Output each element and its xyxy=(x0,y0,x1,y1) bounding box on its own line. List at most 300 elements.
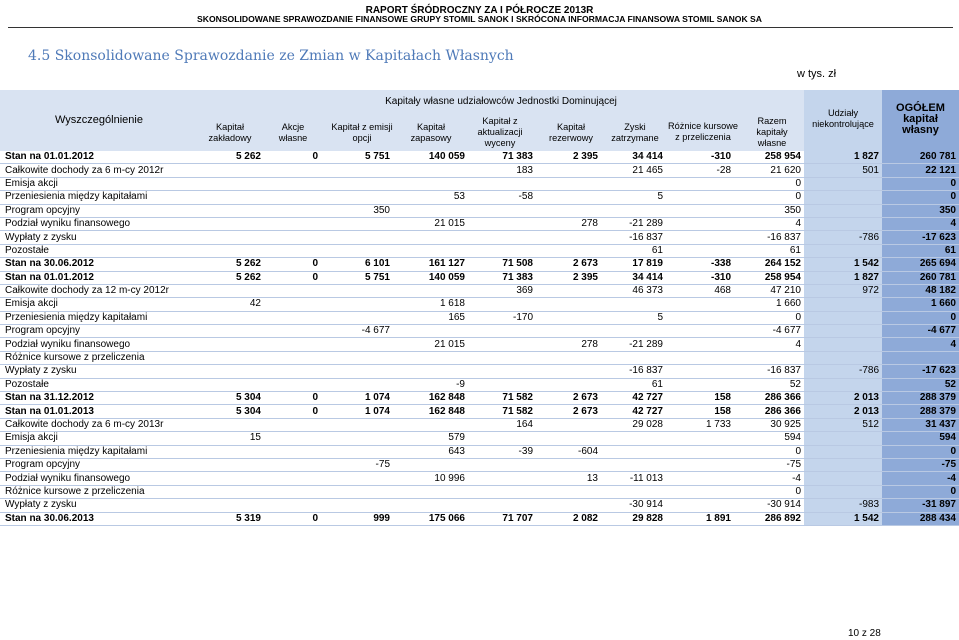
table-cell: 2 082 xyxy=(536,512,601,525)
table-cell: 34 414 xyxy=(601,271,666,284)
row-label: Różnice kursowe z przeliczenia xyxy=(0,351,198,364)
table-cell: 1 660 xyxy=(734,298,804,311)
table-cell xyxy=(804,177,882,190)
table-row xyxy=(0,485,959,498)
table-cell xyxy=(393,418,468,431)
table-cell: -11 013 xyxy=(601,472,666,485)
row-label: Przeniesienia między kapitałami xyxy=(0,445,198,458)
table-row xyxy=(0,392,959,405)
table-cell: 2 673 xyxy=(536,405,601,418)
table-cell xyxy=(536,231,601,244)
table-row xyxy=(0,472,959,485)
table-cell: 61 xyxy=(601,244,666,257)
table-cell xyxy=(264,217,321,230)
table-cell xyxy=(264,325,321,338)
table-cell: 15 xyxy=(198,432,264,445)
table-row xyxy=(0,284,959,297)
row-label: Stan na 01.01.2013 xyxy=(0,405,198,418)
table-cell xyxy=(468,485,536,498)
table-cell: 1 542 xyxy=(804,258,882,271)
table-cell: 501 xyxy=(804,164,882,177)
table-cell: 158 xyxy=(666,392,734,405)
table-cell xyxy=(804,298,882,311)
col-header-share-capital: Kapitał zakładowy xyxy=(208,122,252,143)
table-cell: 158 xyxy=(666,405,734,418)
table-cell xyxy=(198,472,264,485)
table-cell xyxy=(321,298,393,311)
table-cell xyxy=(198,418,264,431)
table-row xyxy=(0,298,959,311)
table-cell: -75 xyxy=(321,458,393,471)
col-header-label: Wyszczególnienie xyxy=(55,113,143,126)
table-cell xyxy=(666,191,734,204)
table-cell xyxy=(536,298,601,311)
row-label: Pozostałe xyxy=(0,378,198,391)
table-cell: 71 582 xyxy=(468,405,536,418)
table-cell: 0 xyxy=(734,177,804,190)
table-cell xyxy=(601,298,666,311)
table-cell xyxy=(601,177,666,190)
table-cell xyxy=(601,204,666,217)
row-label: Program opcyjny xyxy=(0,458,198,471)
table-cell xyxy=(666,365,734,378)
table-cell xyxy=(536,365,601,378)
table-cell: -39 xyxy=(468,445,536,458)
table-cell: 42 727 xyxy=(601,405,666,418)
row-label: Stan na 01.01.2012 xyxy=(0,151,198,164)
table-cell: 468 xyxy=(666,284,734,297)
table-cell: 278 xyxy=(536,338,601,351)
table-cell xyxy=(804,204,882,217)
table-cell: 21 620 xyxy=(734,164,804,177)
table-cell: -58 xyxy=(468,191,536,204)
table-row xyxy=(0,271,959,284)
table-cell xyxy=(393,164,468,177)
table-cell xyxy=(321,217,393,230)
table-cell xyxy=(536,244,601,257)
table-cell: -983 xyxy=(804,499,882,512)
table-cell xyxy=(882,351,959,364)
table-cell xyxy=(666,325,734,338)
table-cell xyxy=(666,231,734,244)
table-cell xyxy=(264,378,321,391)
table-cell xyxy=(666,458,734,471)
row-label: Całkowite dochody za 6 m-cy 2013r xyxy=(0,418,198,431)
col-header-fx-differences: Różnice kursowe z przeliczenia xyxy=(668,121,738,142)
table-cell: 0 xyxy=(264,405,321,418)
table-cell xyxy=(536,325,601,338)
table-cell: 5 262 xyxy=(198,258,264,271)
table-cell xyxy=(536,458,601,471)
table-cell: 5 262 xyxy=(198,151,264,164)
table-cell: 53 xyxy=(393,191,468,204)
table-cell: -16 837 xyxy=(601,231,666,244)
table-cell xyxy=(264,499,321,512)
table-cell xyxy=(601,445,666,458)
table-cell: 47 210 xyxy=(734,284,804,297)
row-label: Całkowite dochody za 6 m-cy 2012r xyxy=(0,164,198,177)
table-row xyxy=(0,405,959,418)
table-cell: 140 059 xyxy=(393,271,468,284)
table-cell: -4 xyxy=(882,472,959,485)
table-cell xyxy=(198,231,264,244)
table-cell: 10 996 xyxy=(393,472,468,485)
table-cell xyxy=(198,177,264,190)
row-label: Pozostałe xyxy=(0,244,198,257)
table-cell xyxy=(804,217,882,230)
table-row xyxy=(0,164,959,177)
report-title: RAPORT ŚRÓDROCZNY ZA I PÓŁROCZE 2013R xyxy=(365,5,594,16)
table-cell xyxy=(468,244,536,257)
col-header-options-capital: Kapitał z emisji opcji xyxy=(331,122,393,143)
table-cell: -170 xyxy=(468,311,536,324)
col-header-treasury-shares: Akcje własne xyxy=(278,122,308,143)
table-cell xyxy=(468,365,536,378)
table-cell xyxy=(264,298,321,311)
table-cell xyxy=(321,365,393,378)
table-cell: 61 xyxy=(882,244,959,257)
table-cell: 350 xyxy=(321,204,393,217)
table-cell xyxy=(264,191,321,204)
table-cell: 5 751 xyxy=(321,271,393,284)
table-cell: 6 101 xyxy=(321,258,393,271)
row-label: Różnice kursowe z przeliczenia xyxy=(0,485,198,498)
table-row xyxy=(0,351,959,364)
table-row xyxy=(0,365,959,378)
table-cell: 594 xyxy=(734,432,804,445)
table-cell: 1 827 xyxy=(804,151,882,164)
table-cell: 52 xyxy=(882,378,959,391)
table-cell xyxy=(264,485,321,498)
table-cell xyxy=(468,298,536,311)
table-cell: 162 848 xyxy=(393,405,468,418)
table-cell: 71 707 xyxy=(468,512,536,525)
section-title: 4.5 Skonsolidowane Sprawozdanie ze Zmian w Kapitałach Własnych xyxy=(28,48,514,64)
table-cell: 48 182 xyxy=(882,284,959,297)
table-cell: 5 304 xyxy=(198,392,264,405)
table-cell: -4 677 xyxy=(321,325,393,338)
table-cell xyxy=(666,298,734,311)
table-cell xyxy=(666,217,734,230)
row-label: Emisja akcji xyxy=(0,432,198,445)
table-cell xyxy=(198,338,264,351)
row-label: Całkowite dochody za 12 m-cy 2012r xyxy=(0,284,198,297)
table-cell: 5 304 xyxy=(198,405,264,418)
table-cell xyxy=(264,164,321,177)
table-cell: 260 781 xyxy=(882,271,959,284)
table-cell xyxy=(321,244,393,257)
table-cell xyxy=(264,244,321,257)
table-cell: 0 xyxy=(882,191,959,204)
table-cell: 0 xyxy=(264,258,321,271)
table-cell: 42 xyxy=(198,298,264,311)
table-cell xyxy=(804,445,882,458)
table-cell xyxy=(393,485,468,498)
table-cell: 0 xyxy=(734,485,804,498)
col-header-grand-total: OGÓŁEM kapitał własny xyxy=(896,101,945,136)
table-cell xyxy=(198,217,264,230)
table-cell xyxy=(666,177,734,190)
table-cell: -16 837 xyxy=(734,231,804,244)
table-row xyxy=(0,258,959,271)
page-number: 10 z 28 xyxy=(848,628,881,639)
table-cell xyxy=(468,177,536,190)
table-cell: 594 xyxy=(882,432,959,445)
table-cell: 643 xyxy=(393,445,468,458)
col-header-group: Kapitały własne udziałowców Jednostki Dominującej xyxy=(385,95,617,107)
table-cell xyxy=(198,164,264,177)
table-cell xyxy=(536,204,601,217)
table-cell: 286 366 xyxy=(734,405,804,418)
table-cell: 165 xyxy=(393,311,468,324)
table-cell: 71 508 xyxy=(468,258,536,271)
table-cell: 1 660 xyxy=(882,298,959,311)
table-cell xyxy=(198,284,264,297)
table-row xyxy=(0,191,959,204)
table-cell: 0 xyxy=(734,445,804,458)
table-cell xyxy=(198,378,264,391)
table-cell xyxy=(393,365,468,378)
table-cell: 350 xyxy=(882,204,959,217)
table-cell: 46 373 xyxy=(601,284,666,297)
table-cell: 4 xyxy=(882,217,959,230)
table-cell: 2 395 xyxy=(536,271,601,284)
table-cell xyxy=(536,164,601,177)
table-cell: 0 xyxy=(264,271,321,284)
table-cell: 5 262 xyxy=(198,271,264,284)
table-cell xyxy=(198,325,264,338)
table-cell xyxy=(601,485,666,498)
table-cell xyxy=(321,231,393,244)
row-label: Wypłaty z zysku xyxy=(0,365,198,378)
table-cell xyxy=(666,485,734,498)
table-cell: 31 437 xyxy=(882,418,959,431)
table-cell: 162 848 xyxy=(393,392,468,405)
table-cell: 278 xyxy=(536,217,601,230)
table-cell: -310 xyxy=(666,151,734,164)
table-cell: -21 289 xyxy=(601,217,666,230)
table-cell xyxy=(804,191,882,204)
table-cell: 2 013 xyxy=(804,405,882,418)
table-cell xyxy=(601,432,666,445)
row-label: Emisja akcji xyxy=(0,298,198,311)
table-cell xyxy=(321,351,393,364)
row-label: Wypłaty z zysku xyxy=(0,231,198,244)
table-cell: 21 015 xyxy=(393,217,468,230)
table-cell xyxy=(198,499,264,512)
table-cell xyxy=(321,418,393,431)
col-header-revaluation: Kapitał z aktualizacji wyceny xyxy=(477,115,523,148)
col-header-reserve-capital: Kapitał zapasowy xyxy=(410,122,452,143)
table-cell: 0 xyxy=(264,151,321,164)
row-label: Program opcyjny xyxy=(0,325,198,338)
table-cell xyxy=(393,204,468,217)
table-row xyxy=(0,338,959,351)
table-cell xyxy=(393,284,468,297)
table-cell: 972 xyxy=(804,284,882,297)
report-subtitle: SKONSOLIDOWANE SPRAWOZDANIE FINANSOWE GRUPY STOMIL SANOK I SKRÓCONA INFORMACJA FINANSOWA STOMIL SANOK SA xyxy=(197,14,762,24)
table-cell xyxy=(666,432,734,445)
table-cell: 34 414 xyxy=(601,151,666,164)
table-cell: 288 379 xyxy=(882,405,959,418)
table-cell: 369 xyxy=(468,284,536,297)
table-cell xyxy=(198,445,264,458)
table-row xyxy=(0,445,959,458)
table-cell: 2 673 xyxy=(536,392,601,405)
table-cell: 0 xyxy=(882,311,959,324)
table-cell xyxy=(393,351,468,364)
table-cell xyxy=(601,351,666,364)
table-cell xyxy=(198,351,264,364)
table-cell xyxy=(468,204,536,217)
table-cell: 1 618 xyxy=(393,298,468,311)
table-cell: -16 837 xyxy=(734,365,804,378)
table-cell xyxy=(804,485,882,498)
table-cell: 286 366 xyxy=(734,392,804,405)
table-cell xyxy=(198,485,264,498)
table-cell: 52 xyxy=(734,378,804,391)
table-cell: 288 434 xyxy=(882,512,959,525)
table-cell: 288 379 xyxy=(882,392,959,405)
table-cell: -75 xyxy=(882,458,959,471)
table-cell xyxy=(468,458,536,471)
row-label: Stan na 01.01.2012 xyxy=(0,271,198,284)
table-cell: 29 028 xyxy=(601,418,666,431)
table-cell: 0 xyxy=(734,191,804,204)
table-cell xyxy=(321,284,393,297)
table-cell xyxy=(666,472,734,485)
table-cell: 1 827 xyxy=(804,271,882,284)
table-cell: 258 954 xyxy=(734,271,804,284)
table-cell: 258 954 xyxy=(734,151,804,164)
row-label: Program opcyjny xyxy=(0,204,198,217)
table-cell: -17 623 xyxy=(882,231,959,244)
table-cell: -786 xyxy=(804,365,882,378)
table-cell xyxy=(804,458,882,471)
table-cell: 0 xyxy=(882,445,959,458)
row-label: Stan na 30.06.2012 xyxy=(0,258,198,271)
table-cell: -31 897 xyxy=(882,499,959,512)
table-cell xyxy=(321,499,393,512)
table-cell: -17 623 xyxy=(882,365,959,378)
table-cell xyxy=(264,177,321,190)
table-row xyxy=(0,378,959,391)
col-header-total-equity: Razem kapitały własne xyxy=(756,115,788,148)
table-cell: 29 828 xyxy=(601,512,666,525)
col-header-retained-earnings: Zyski zatrzymane xyxy=(611,122,659,143)
table-cell xyxy=(536,432,601,445)
table-cell: 183 xyxy=(468,164,536,177)
table-cell: 1 074 xyxy=(321,392,393,405)
table-cell: -21 289 xyxy=(601,338,666,351)
table-cell: 0 xyxy=(882,485,959,498)
table-cell: 4 xyxy=(882,338,959,351)
table-header xyxy=(0,0,959,160)
table-row xyxy=(0,177,959,190)
table-cell: 0 xyxy=(882,177,959,190)
table-cell: 21 465 xyxy=(601,164,666,177)
table-cell: 286 892 xyxy=(734,512,804,525)
table-cell: 164 xyxy=(468,418,536,431)
table-cell xyxy=(321,472,393,485)
table-cell: 0 xyxy=(734,311,804,324)
table-row xyxy=(0,244,959,257)
table-cell xyxy=(264,351,321,364)
table-cell: -28 xyxy=(666,164,734,177)
table-cell xyxy=(666,378,734,391)
table-row xyxy=(0,231,959,244)
table-row xyxy=(0,499,959,512)
table-cell: -4 677 xyxy=(734,325,804,338)
table-cell xyxy=(666,311,734,324)
table-cell xyxy=(321,432,393,445)
table-cell xyxy=(393,458,468,471)
table-cell: 1 891 xyxy=(666,512,734,525)
table-cell: 4 xyxy=(734,217,804,230)
table-row xyxy=(0,204,959,217)
table-cell xyxy=(264,365,321,378)
table-cell xyxy=(264,458,321,471)
table-cell xyxy=(601,325,666,338)
table-cell xyxy=(804,325,882,338)
table-cell: 21 015 xyxy=(393,338,468,351)
table-cell: 5 751 xyxy=(321,151,393,164)
table-cell xyxy=(468,351,536,364)
table-cell xyxy=(264,231,321,244)
table-cell: -16 837 xyxy=(601,365,666,378)
table-cell xyxy=(468,378,536,391)
table-row xyxy=(0,151,959,164)
table-cell xyxy=(536,499,601,512)
table-cell: 2 395 xyxy=(536,151,601,164)
table-cell xyxy=(536,378,601,391)
table-cell xyxy=(321,445,393,458)
table-cell xyxy=(468,217,536,230)
table-cell xyxy=(804,472,882,485)
row-label: Stan na 31.12.2012 xyxy=(0,392,198,405)
table-cell: 2 013 xyxy=(804,392,882,405)
table-cell xyxy=(536,311,601,324)
table-row xyxy=(0,458,959,471)
table-cell xyxy=(321,378,393,391)
table-cell xyxy=(264,338,321,351)
table-cell: 4 xyxy=(734,338,804,351)
table-cell: 175 066 xyxy=(393,512,468,525)
table-cell: 5 319 xyxy=(198,512,264,525)
col-header-other-reserves: Kapitał rezerwowy xyxy=(549,122,593,143)
row-label: Wypłaty z zysku xyxy=(0,499,198,512)
table-cell xyxy=(804,244,882,257)
table-cell xyxy=(264,472,321,485)
table-cell xyxy=(393,499,468,512)
table-cell: 161 127 xyxy=(393,258,468,271)
table-cell xyxy=(601,458,666,471)
table-cell: -9 xyxy=(393,378,468,391)
table-cell: 264 152 xyxy=(734,258,804,271)
unit-label: w tys. zł xyxy=(797,68,837,80)
table-cell: 1 733 xyxy=(666,418,734,431)
table-cell: 0 xyxy=(264,512,321,525)
table-cell: 579 xyxy=(393,432,468,445)
table-cell: 5 xyxy=(601,191,666,204)
table-row xyxy=(0,217,959,230)
row-label: Przeniesienia między kapitałami xyxy=(0,311,198,324)
row-label: Podział wyniku finansowego xyxy=(0,217,198,230)
table-cell xyxy=(393,231,468,244)
table-cell xyxy=(536,418,601,431)
table-cell xyxy=(536,177,601,190)
table-cell xyxy=(804,338,882,351)
